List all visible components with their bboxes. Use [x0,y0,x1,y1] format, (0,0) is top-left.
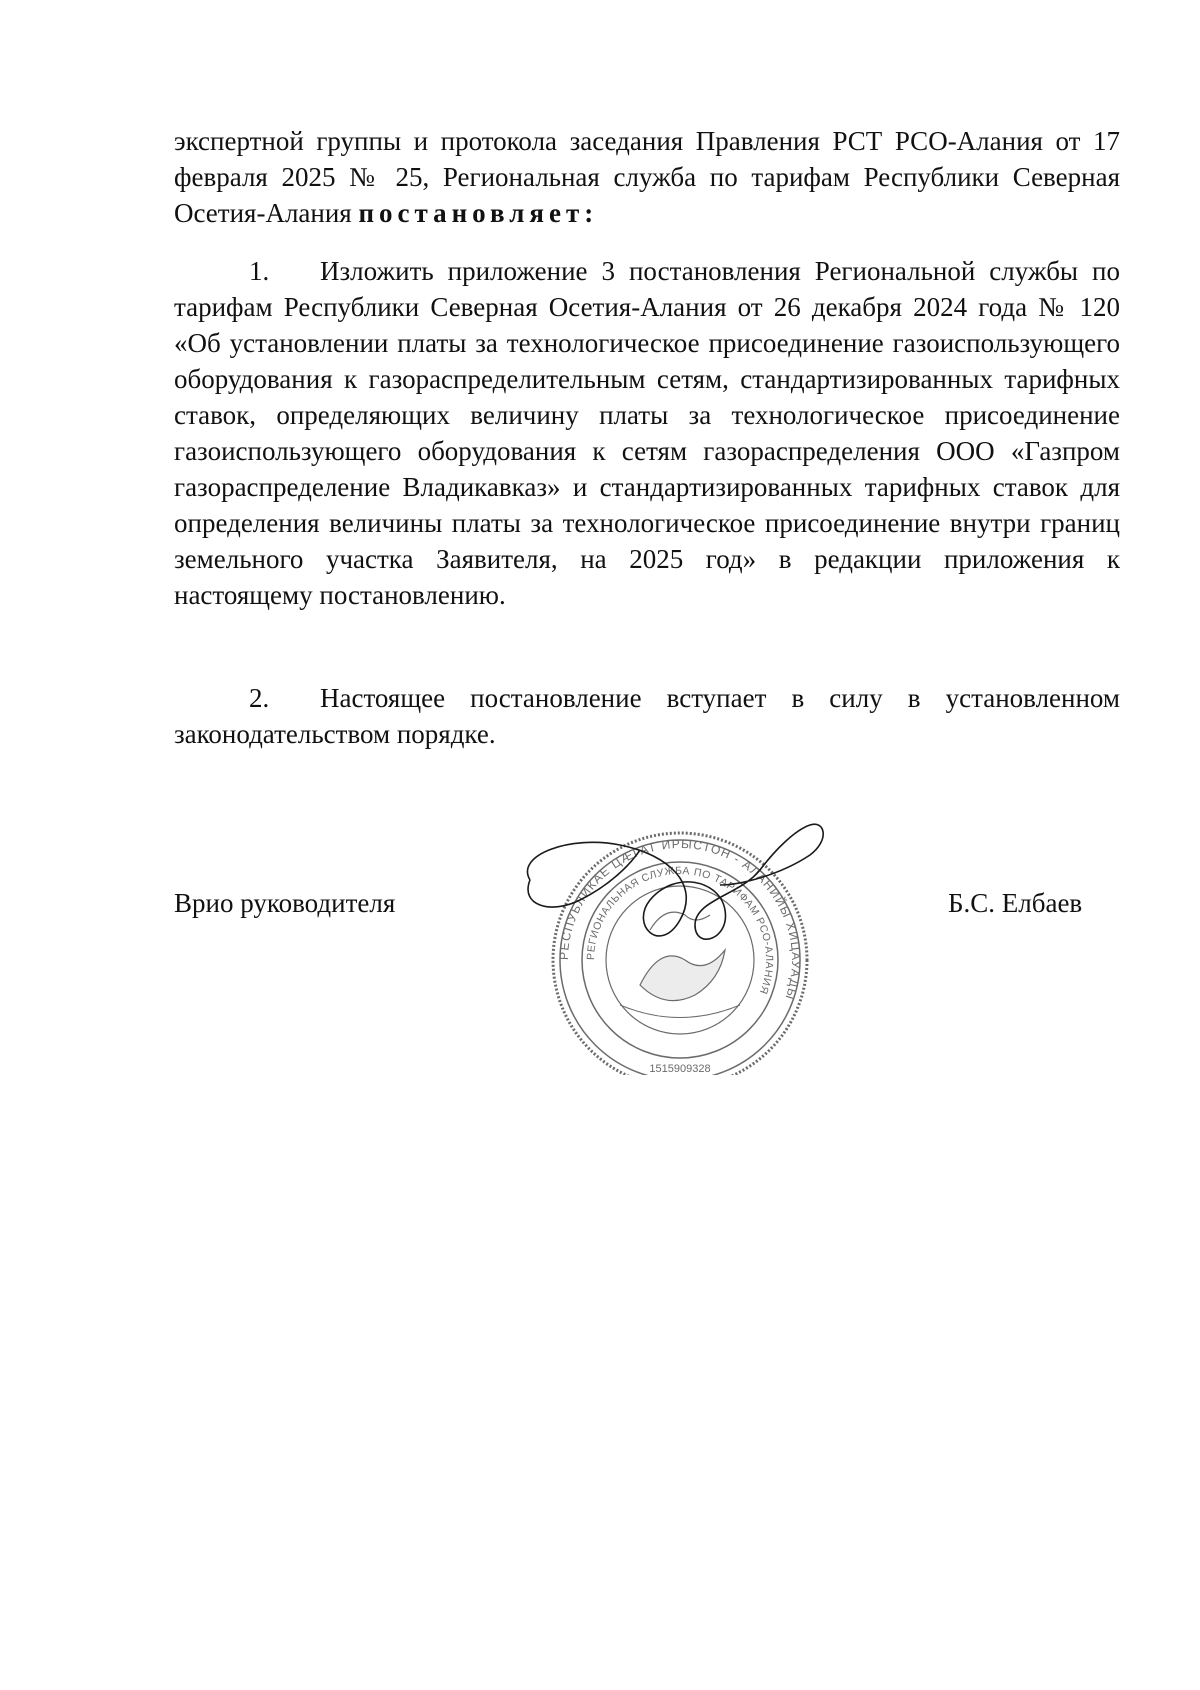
resolution-item-1 [174,253,1120,613]
seal-number: 1515909328 [649,1063,711,1075]
item-text: Изложить приложение 3 постановления Региональной службы по тарифам Республики Северная Осетия-Алания от 26 декабря 2024 года № 120 «Об установлении платы за технологическое присоединение газоиспользующего оборудования к газораспределительным сетям, стандартизированных тарифных ставок, определяющих величину платы за технологическое присоединение газоиспользующего оборудования к сетям газораспределения ООО «Газпром газораспределение Владикавказ» и стандартизированных тарифных ставок для определения величины платы за технологическое присоединение внутри границ земельного участка Заявителя, на 2025 год» в редакции приложения к настоящему постановлению. [174,256,1120,610]
resolution-item-2 [174,680,1120,752]
intro-paragraph [174,123,1120,231]
intro-text: экспертной группы и протокола заседания Правления РСТ РСО-Алания от 17 февраля 2025 № 25, Региональная служба по тарифам Республики Северная Осетия-Алания [174,126,1120,228]
item-number: 2. [249,683,270,713]
seal-outer-text: РЕСПУБЛИКАЕ ЦÆГАТ ИРЫСТОН - АЛАНИЙЫ ХИЦАУАДЫ [556,836,804,1003]
official-seal [510,810,860,1075]
signer-title: Врио руководителя [174,888,396,918]
seal-inner-text: РЕГИОНАЛЬНАЯ СЛУЖБА ПО ТАРИФАМ РСО-АЛАНИЯ [584,864,776,996]
item-number: 1. [249,256,270,286]
signer-name: Б.С. Елбаев [948,888,1083,918]
item-text: Настоящее постановление вступает в силу в установленном законодательством порядке. [174,683,1120,749]
resolves-keyword: постановляет: [358,198,599,228]
